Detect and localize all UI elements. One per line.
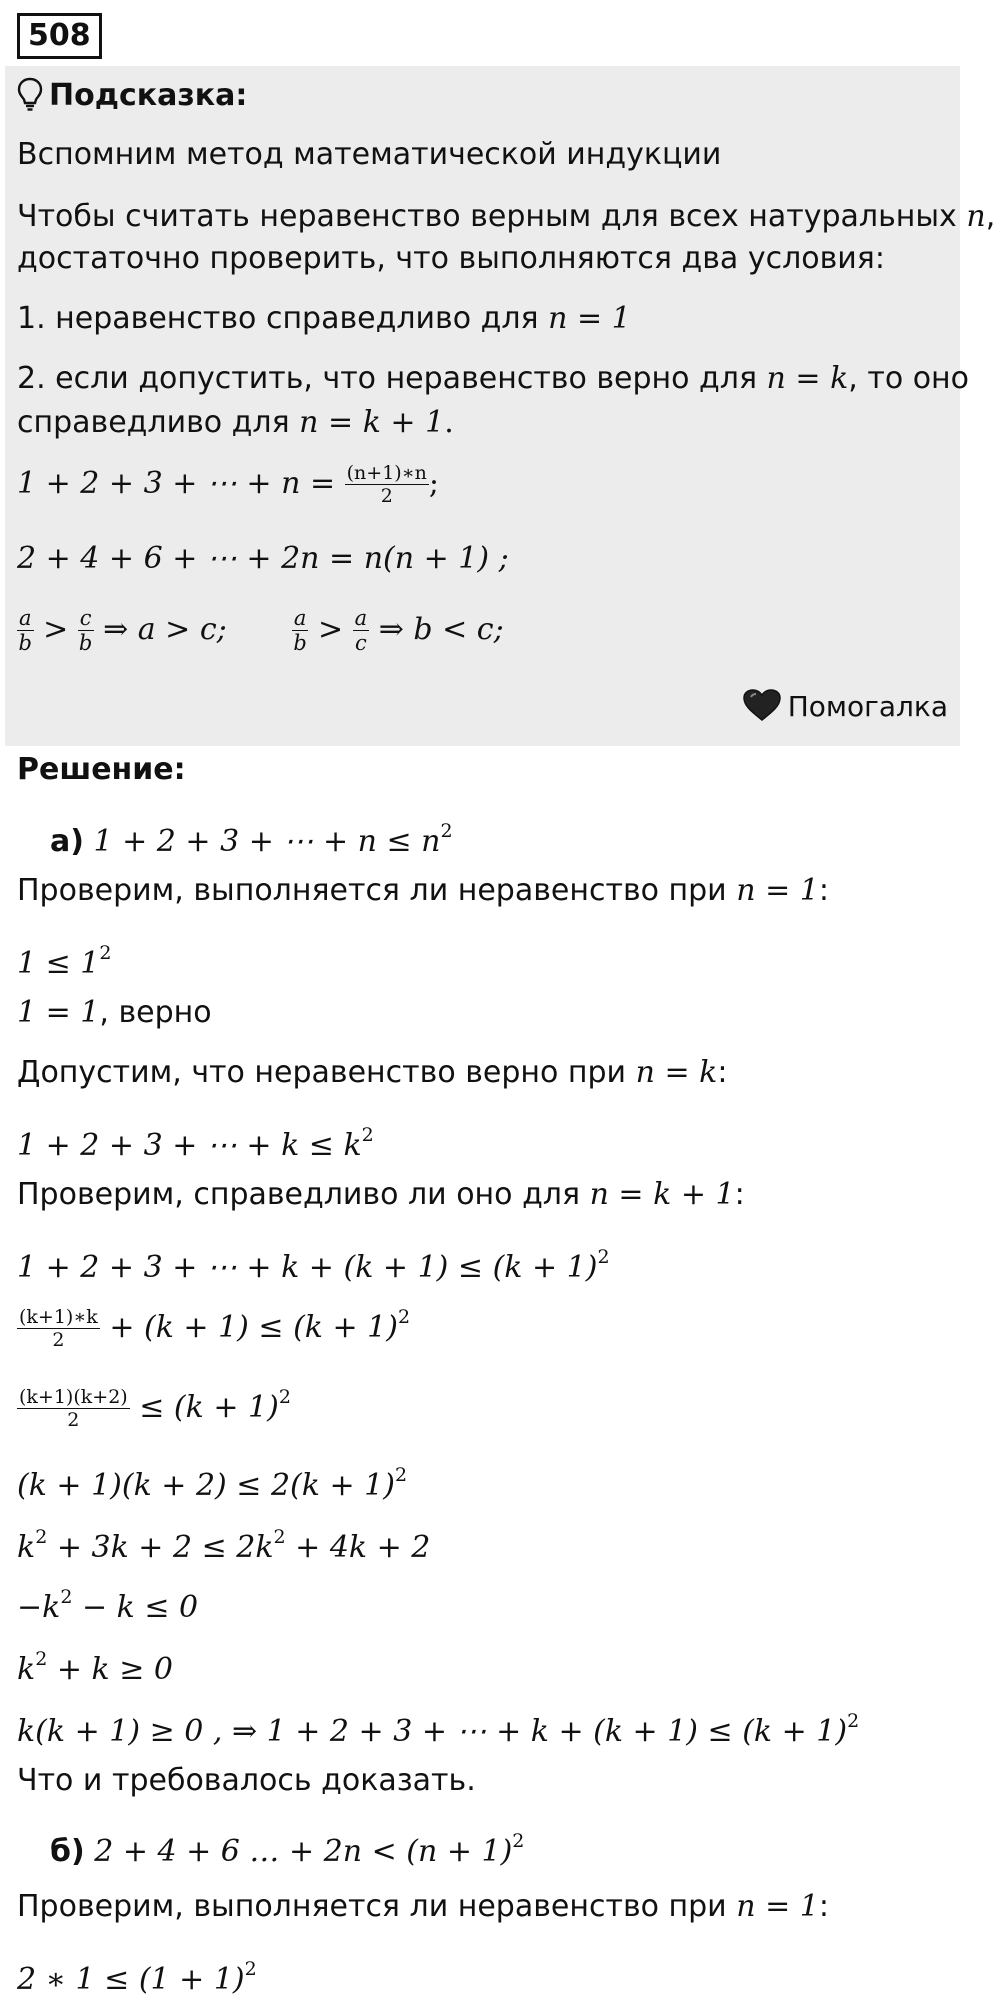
part-b-statement: б) 2 + 4 + 6 … + $2n < (n + 1)^2$ — [50, 1830, 525, 1869]
step-6: $\frac{(k+1)(k+2)}{2}$ ≤ $(k + 1)^2$ — [19, 1386, 291, 1431]
credit-pomogalka: Помогалка — [742, 688, 948, 729]
hint-formula-fractions: $\frac{a}{b}$ > $\frac{c}{b}$ ⇒ a > c; $\frac{a}{b}$ > $\frac{a}{c}$ ⇒ b < c; — [18, 606, 504, 655]
hint-intro: Вспомним метод математической индукции — [17, 137, 722, 172]
step-5: $\frac{(k+1)∗k}{2}$ + $(k + 1) \le (k + 1)^2$ — [19, 1306, 411, 1351]
step-11: k(k + 1) ≥ 0 , ⇒ 1 + 2 + 3 + ⋯ + $k + (k + 1) \le (k + 1)^2$ — [17, 1710, 860, 1749]
step-4: 1 + 2 + 3 + ⋯ + $k + (k + 1) \le (k + 1)^2$ — [17, 1246, 610, 1285]
step-7: $(k + 1)(k + 2) \le 2(k + 1)^2$ — [17, 1464, 408, 1503]
step-2: 1 = 1, верно — [17, 995, 212, 1030]
hint-condition-1: 1. неравенство справедливо для n = 1 — [17, 301, 631, 336]
check-n1-b: Проверим, выполняется ли неравенство при n = 1: — [17, 1889, 829, 1924]
hint-title-line — [17, 77, 247, 121]
fraction: $\frac{(k+1)(k+2)}{2}$ — [19, 1386, 128, 1431]
hint-p2b: достаточно проверить, что выполняются два условия: — [17, 241, 885, 276]
solution-title: Решение: — [17, 752, 186, 787]
qed-text: Что и требовалось доказать. — [17, 1763, 476, 1798]
hint-p2a: Чтобы считать неравенство верным для всех натуральных n, — [17, 199, 995, 234]
step-1: $1 \le 1^2$ — [17, 942, 112, 981]
hint-condition-2b: справедливо для n = k + 1. — [17, 405, 454, 440]
step-3: 1 + 2 + 3 + ⋯ + $k \le k^2$ — [17, 1124, 374, 1163]
step-10: $k^2 + k \ge 0$ — [17, 1648, 173, 1687]
problem-number: 508 — [17, 13, 102, 59]
check-n1: Проверим, выполняется ли неравенство при n = 1: — [17, 873, 829, 908]
step-12: 2 ∗ $1 \le (1 + 1)^2$ — [17, 1958, 257, 1997]
hint-formula-sum: 1 + 2 + 3 + ⋯ + n = $\frac{(n+1)∗n}{2}$ ; — [17, 462, 439, 507]
heart-icon — [742, 688, 782, 729]
hint-condition-2a: 2. если допустить, что неравенство верно для n = k, то оно — [17, 361, 970, 396]
hint-formula-even-sum: 2 + 4 + 6 + ⋯ + 2n = n(n + 1) ; — [17, 541, 509, 576]
fraction: $\frac{(k+1)∗k}{2}$ — [19, 1306, 98, 1351]
check-k1: Проверим, справедливо ли оно для n = k + 1: — [17, 1177, 745, 1212]
hint-title: Подсказка: — [49, 78, 248, 113]
step-8: $k^2 + 3k + 2 \le 2k^2 + 4k + 2$ — [17, 1526, 431, 1565]
assume-n-k: Допустим, что неравенство верно при n = k: — [17, 1055, 728, 1090]
step-9: $-k^2 - k \le 0$ — [17, 1586, 199, 1625]
lightbulb-icon — [17, 77, 43, 121]
part-a-statement: а) 1 + 2 + 3 + ⋯ + $n \le n^2$ — [50, 820, 453, 859]
fraction: $\frac{(n+1)∗n}{2}$ — [346, 462, 427, 507]
